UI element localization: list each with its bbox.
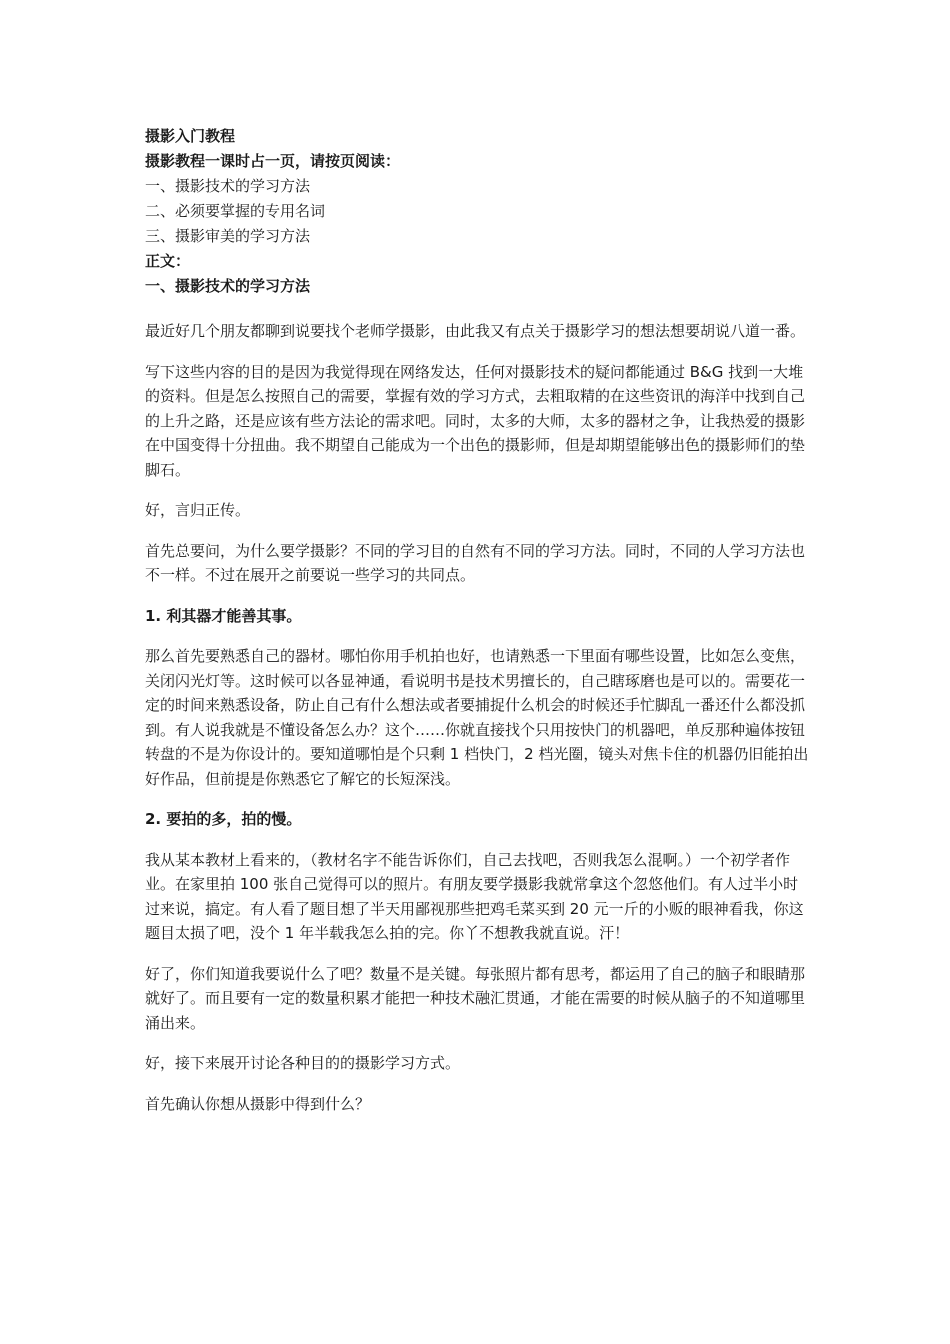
toc-item-3: 三、摄影审美的学习方法 [145, 227, 311, 245]
body-label: 正文： [145, 252, 191, 270]
paragraph-7: 好了，你们知道我要说什么了吧？数量不是关键。每张照片都有思考，都运用了自己的脑子和眼睛那就好了。而且要有一定的数量积累才能把一种技术融汇贯通，才能在需要的时候从脑子的不知道哪里涌出来。 [145, 964, 806, 1032]
paragraph-8: 好，接下来展开讨论各种目的的摄影学习方式。 [145, 1054, 461, 1072]
paragraph-2: 写下这些内容的目的是因为我觉得现在网络发达，任何对摄影技术的疑问都能通过 B&G 找到一大堆的资料。但是怎么按照自己的需要，掌握有效的学习方式，去粗取精的在这些资讯的海洋中找到自己的上升之路，还是应该有些方法论的需求吧。同时，太多的大师，太多的器材之争，让我热爱的摄影在中国变得十分扭曲。我不期望自己能成为一个出色的摄影师，但是却期望能够出色的摄影师们的垫脚石。 [145, 362, 806, 479]
toc-item-2: 二、必须要掌握的专用名词 [145, 202, 326, 220]
document-subtitle: 摄影教程一课时占一页，请按页阅读： [145, 152, 401, 170]
paragraph-6: 我从某本教材上看来的，（教材名字不能告诉你们，自己去找吧，否则我怎么混啊。）一个初学者作业。在家里拍 100 张自己觉得可以的照片。有朋友要学摄影我就常拿这个忽悠他们。有人过半小时过来说，搞定。有人看了题目想了半天用鄙视那些把鸡毛菜买到 20 元一斤的小贩的眼神看我，你这题目太损了吧，没个 1 年半载我怎么拍的完。你丫不想教我就直说。汗！ [145, 850, 804, 942]
paragraph-9: 首先确认你想从摄影中得到什么？ [145, 1094, 371, 1113]
paragraph-3: 好，言归正传。 [145, 501, 251, 519]
document-page [145, 124, 810, 1116]
paragraph-4: 首先总要问，为什么要学摄影？不同的学习目的自然有不同的学习方法。同时，不同的人学习方法也不一样。不过在展开之前要说一些学习的共同点。 [145, 541, 806, 584]
subheading-1: 1. 利其器才能善其事。 [145, 606, 302, 625]
subheading-2: 2. 要拍的多，拍的慢。 [145, 810, 302, 828]
paragraph-5: 那么首先要熟悉自己的器材。哪怕你用手机拍也好，也请熟悉一下里面有哪些设置，比如怎么变焦，关闭闪光灯等。这时候可以各显神通，看说明书是技术男擅长的，自己瞎琢磨也是可以的。需要花一定的时间来熟悉设备，防止自己有什么想法或者要捕捉什么机会的时候还手忙脚乱一番还什么都没抓到。有人说我就是不懂设备怎么办？这个……你就直接找个只用按快门的机器吧，单反那种遍体按钮转盘的不是为你设计的。要知道哪怕是个只剩 1 档快门，2 档光圈，镜头对焦卡住的机器仍旧能拍出好作品，但前提是你熟悉它了解它的长短深浅。 [145, 647, 809, 788]
paragraph-1: 最近好几个朋友都聊到说要找个老师学摄影，由此我又有点关于摄影学习的想法想要胡说八道一番。 [145, 322, 806, 340]
toc-item-1: 一、摄影技术的学习方法 [145, 177, 311, 195]
document-title: 摄影入门教程 [145, 127, 236, 145]
section-heading: 一、摄影技术的学习方法 [145, 277, 311, 295]
